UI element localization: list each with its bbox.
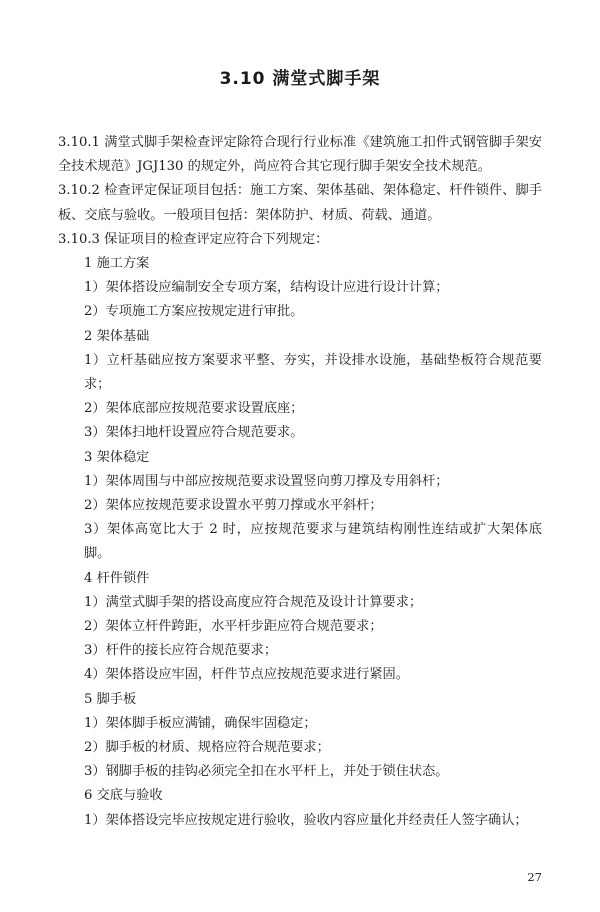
page-number: 27 xyxy=(527,870,542,884)
document-paragraph: 2）架体应按规范要求设置水平剪刀撑或水平斜杆； xyxy=(84,498,383,514)
document-paragraph: 3）杆件的接长应符合规范要求； xyxy=(84,643,278,659)
document-paragraph: 1）架体脚手板应满铺，确保牢固稳定； xyxy=(84,715,317,731)
document-paragraph: 4）架体搭设应牢固，杆件节点应按规范要求进行紧固。 xyxy=(84,667,409,683)
document-paragraph: 1）满堂式脚手架的搭设高度应符合规范及设计计算要求； xyxy=(84,594,423,610)
document-paragraph: 1 施工方案 xyxy=(84,256,150,272)
document-paragraph: 1）架体搭设应编制安全专项方案，结构设计应进行设计计算； xyxy=(84,280,449,296)
document-paragraph: 6 交底与验收 xyxy=(84,788,163,804)
document-paragraph: 3）架体高宽比大于 2 时，应按规范要求与建筑结构刚性连结或扩大架体底脚。 xyxy=(84,522,542,562)
document-paragraph: 3.10.2 检查评定保证项目包括：施工方案、架体基础、架体稳定、杆件锁件、脚手板、交底与验收。一般项目包括：架体防护、材质、荷载、通道。 xyxy=(58,183,542,223)
document-paragraph: 2 架体基础 xyxy=(84,328,150,344)
document-paragraph: 2）架体立杆件跨距，水平杆步距应符合规范要求； xyxy=(84,619,383,635)
document-paragraph: 1）立杆基础应按方案要求平整、夯实，并设排水设施，基础垫板符合规范要求； xyxy=(84,352,542,393)
document-paragraph: 4 杆件锁件 xyxy=(84,570,150,586)
document-paragraph: 3 架体稳定 xyxy=(84,449,150,465)
document-paragraph: 2）专项施工方案应按规定进行审批。 xyxy=(84,304,304,320)
document-paragraph: 1）架体搭设完毕应按规定进行验收，验收内容应量化并经责任人签字确认； xyxy=(84,812,528,828)
document-body xyxy=(58,131,542,833)
document-paragraph: 1）架体周围与中部应按规范要求设置竖向剪刀撑及专用斜杆； xyxy=(84,473,449,489)
document-paragraph: 3）架体扫地杆设置应符合规范要求。 xyxy=(84,425,304,441)
document-page xyxy=(0,64,600,912)
document-paragraph: 2）架体底部应按规范要求设置底座； xyxy=(84,401,304,417)
document-paragraph: 5 脚手板 xyxy=(84,691,137,707)
document-paragraph: 3.10.1 满堂式脚手架检查评定除符合现行行业标准《建筑施工扣件式钢管脚手架安全技术规范》JGJ130 的规定外，尚应符合其它现行脚手架安全技术规范。 xyxy=(58,135,542,175)
page-title: 3.10 满堂式脚手架 xyxy=(219,69,381,89)
document-paragraph: 3）钢脚手板的挂钩必须完全扣在水平杆上，并处于锁住状态。 xyxy=(84,764,449,780)
document-paragraph: 3.10.3 保证项目的检查评定应符合下列规定： xyxy=(58,231,329,247)
document-paragraph: 2）脚手板的材质、规格应符合规范要求； xyxy=(84,740,330,756)
